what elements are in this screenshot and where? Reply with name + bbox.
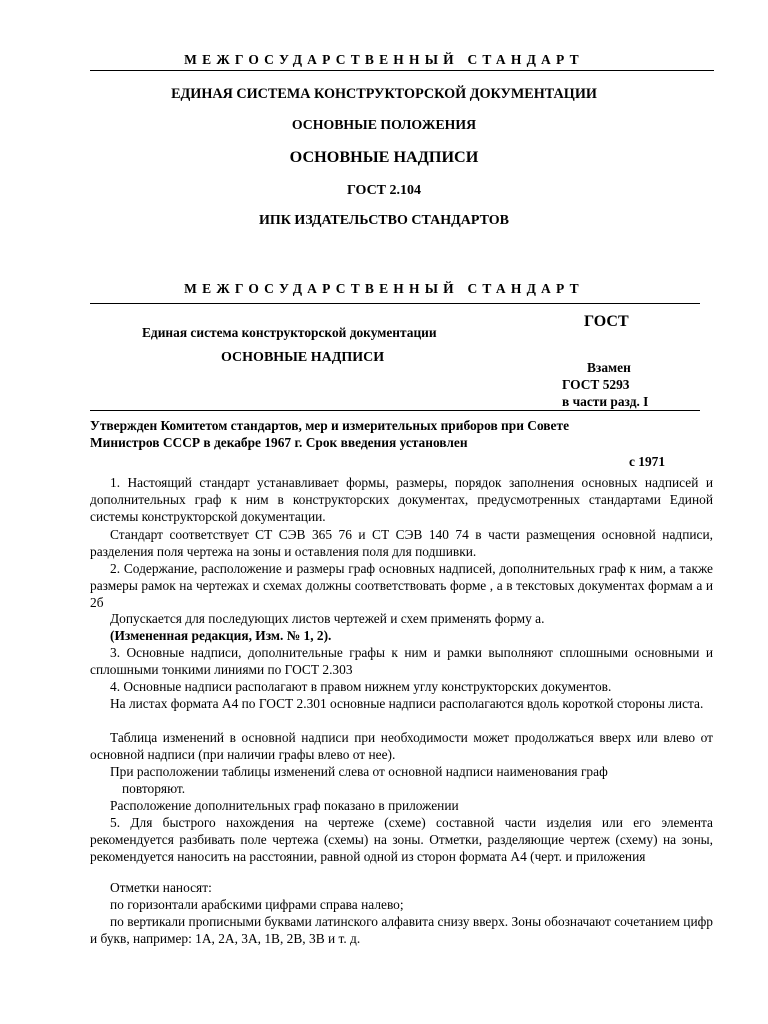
cover-rule <box>90 70 714 71</box>
paragraph-3: 2. Содержание, расположение и размеры граф основных надписей, дополнительных граф к ним, а также размеры рамок на чертежах и схемах должны соответствовать форме , а в текстовых документах формам а и 2б <box>90 561 713 611</box>
paragraph-6: 3. Основные надписи, дополнительные графы к ним и рамки выполняют сплошными основными и сплошными тонкими линиями по ГОСТ 2.303 <box>90 645 713 678</box>
paragraph-2: Стандарт соответствует СТ СЭВ 365 76 и СТ СЭВ 140 74 в части размещения основной надписи, разделения поля чертежа на зоны и оставления поля для подшивки. <box>90 527 713 560</box>
paragraph-11: Расположение дополнительных граф показано в приложении <box>110 798 459 813</box>
cover-code: ГОСТ 2.104 <box>346 183 422 198</box>
cover-header: МЕЖГОСУДАРСТВЕННЫЙ СТАНДАРТ <box>184 52 584 67</box>
approved-line-2: Министров СССР в декабре 1967 г. Срок введения установлен <box>90 435 468 450</box>
cover-publisher: ИПК ИЗДАТЕЛЬСТВО СТАНДАРТОВ <box>259 213 509 228</box>
gost-label: ГОСТ <box>584 313 629 330</box>
replaces-code: ГОСТ 5293 <box>562 377 630 392</box>
paragraph-10a: При расположении таблицы изменений слева от основной надписи наименования граф <box>110 764 608 779</box>
standard-bottom-rule <box>90 410 700 411</box>
paragraph-13: Отметки наносят: <box>110 880 212 895</box>
paragraph-1: 1. Настоящий стандарт устанавливает формы, размеры, порядок заполнения основных надписей и дополнительных граф к ним в конструкторских документах, предусмотренных стандартами Единой системы конструкторской документации. <box>90 475 713 525</box>
standard-system: Единая система конструкторской документации <box>142 325 437 340</box>
standard-header: МЕЖГОСУДАРСТВЕННЫЙ СТАНДАРТ <box>184 281 584 296</box>
cover-subseries: ОСНОВНЫЕ ПОЛОЖЕНИЯ <box>291 117 477 132</box>
approved-line-1: Утвержден Комитетом стандартов, мер и измерительных приборов при Совете <box>90 418 570 433</box>
paragraph-5: (Измененная редакция, Изм. № 1, 2). <box>110 628 332 643</box>
replaces-part: в части разд. I <box>562 394 649 409</box>
standard-top-rule <box>90 303 700 304</box>
standard-title: ОСНОВНЫЕ НАДПИСИ <box>221 350 385 365</box>
paragraph-10b: повторяют. <box>122 781 186 796</box>
paragraph-8: На листах формата А4 по ГОСТ 2.301 основные надписи располагаются вдоль короткой стороны листа. <box>110 696 704 711</box>
paragraph-7: 4. Основные надписи располагают в правом нижнем углу конструкторских документов. <box>110 679 612 694</box>
replaces-label: Взамен <box>587 360 631 375</box>
cover-title: ОСНОВНЫЕ НАДПИСИ <box>289 148 479 166</box>
paragraph-9: Таблица изменений в основной надписи при необходимости может продолжаться вверх или влево от основной надписи (при наличии графы влево от нее). <box>90 730 713 763</box>
effective-date: с 1971 <box>629 454 666 469</box>
paragraph-15: по вертикали прописными буквами латинского алфавита снизу вверх. Зоны обозначают сочетанием цифр и букв, например: 1А, 2А, 3А, 1В, 2В, 3В и т. д. <box>90 914 713 947</box>
cover-series: ЕДИНАЯ СИСТЕМА КОНСТРУКТОРСКОЙ ДОКУМЕНТАЦИИ <box>171 86 597 102</box>
paragraph-4: Допускается для последующих листов чертежей и схем применять форму а. <box>110 611 545 626</box>
paragraph-14: по горизонтали арабскими цифрами справа налево; <box>110 897 404 912</box>
paragraph-12: 5. Для быстрого нахождения на чертеже (схеме) составной части изделия или его элемента рекомендуется разбивать поле чертежа (схемы) на зоны. Отметки, разделяющие чертеж (схему) на зоны, рекомендуется наносить на расстоянии, равной одной из сторон формата А4 (черт. и приложения <box>90 815 713 865</box>
